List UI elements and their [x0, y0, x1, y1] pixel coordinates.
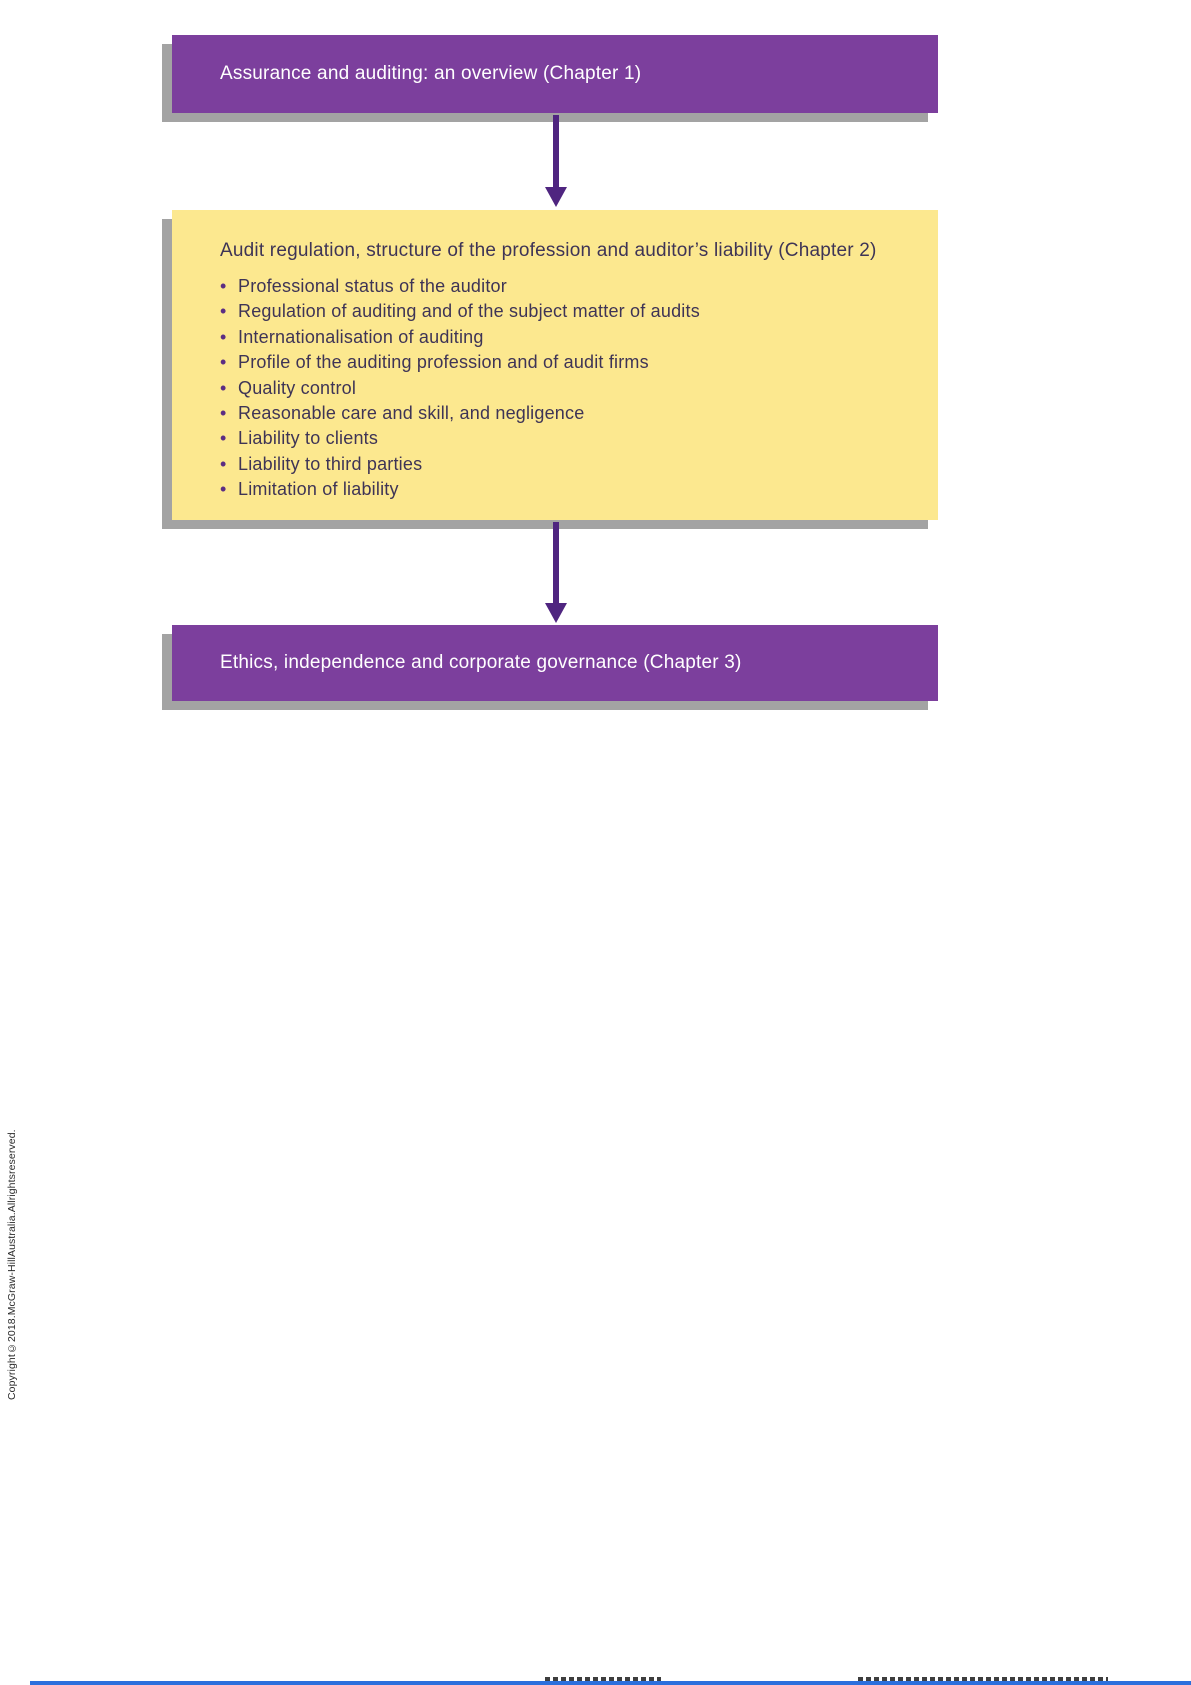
flow-node-chapter3-label: Ethics, independence and corporate governance (Chapter 3) — [220, 652, 742, 673]
flow-node-chapter2-title: Audit regulation, structure of the profession and auditor’s liability (Chapter 2) — [220, 240, 877, 261]
bullet-item: • Profile of the auditing profession and of audit firms — [220, 350, 918, 375]
footer-rule — [30, 1681, 1191, 1685]
bullet-item: • Limitation of liability — [220, 477, 918, 502]
flow-node-chapter1 — [172, 35, 938, 113]
down-arrow-1-head — [545, 187, 567, 207]
down-arrow-2-shaft — [553, 522, 559, 604]
chapter2-bullet-list — [220, 274, 918, 503]
bullet-item: • Liability to third parties — [220, 452, 918, 477]
down-arrow-1-shaft — [553, 115, 559, 189]
down-arrow-2 — [545, 522, 567, 623]
bullet-item: • Regulation of auditing and of the subject matter of audits — [220, 299, 918, 324]
copyright-vertical-text: Copyright©2018.McGraw-HillAustralia.Allrightsreserved. — [6, 1129, 18, 1400]
flow-node-chapter1-label: Assurance and auditing: an overview (Chapter 1) — [220, 63, 642, 84]
flow-node-chapter2 — [172, 210, 938, 520]
bullet-item: • Liability to clients — [220, 426, 918, 451]
bullet-item: • Quality control — [220, 376, 918, 401]
bullet-item: • Internationalisation of auditing — [220, 325, 918, 350]
bullet-item: • Professional status of the auditor — [220, 274, 918, 299]
down-arrow-2-head — [545, 603, 567, 623]
down-arrow-1 — [545, 115, 567, 207]
bullet-item: • Reasonable care and skill, and negligence — [220, 401, 918, 426]
flow-node-chapter3 — [172, 625, 938, 701]
